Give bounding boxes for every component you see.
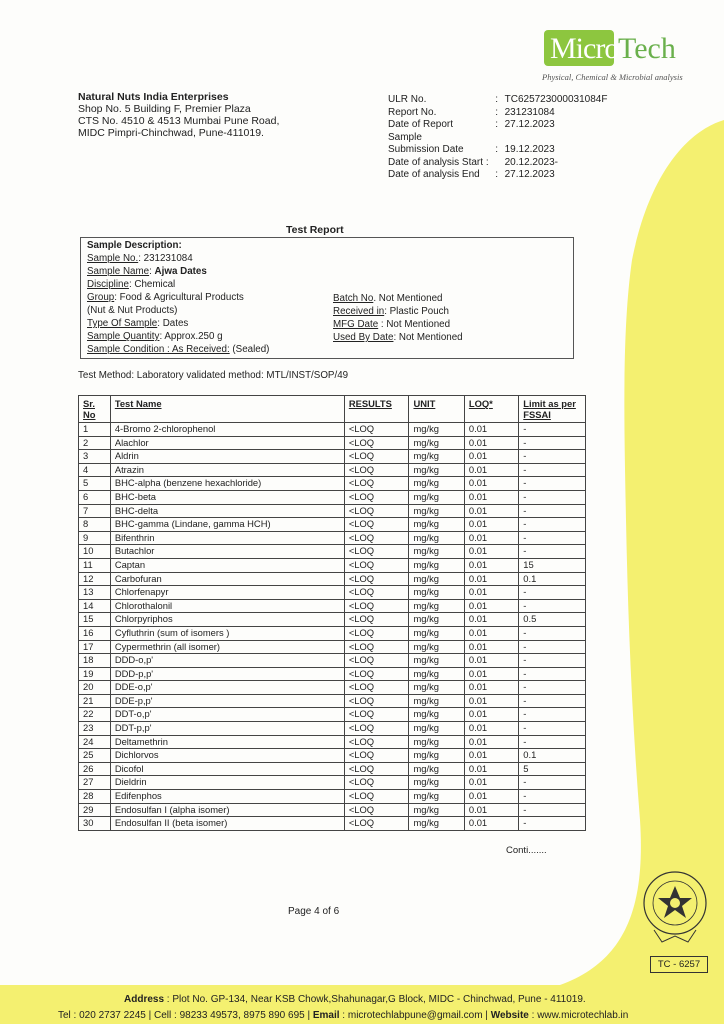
table-row xyxy=(79,667,586,681)
table-row xyxy=(79,423,586,437)
limit-cell: - xyxy=(519,803,586,817)
limit-cell: - xyxy=(519,654,586,668)
unit-cell: mg/kg xyxy=(409,463,464,477)
unit-cell: mg/kg xyxy=(409,803,464,817)
sr-no-cell: 25 xyxy=(79,749,111,763)
limit-cell: - xyxy=(519,640,586,654)
loq-cell: 0.01 xyxy=(464,790,518,804)
sr-no-cell: 24 xyxy=(79,735,111,749)
sample-type-row: Type Of Sample: Dates xyxy=(87,318,189,329)
unit-cell: mg/kg xyxy=(409,762,464,776)
sr-no-cell: 9 xyxy=(79,531,111,545)
result-cell: <LOQ xyxy=(344,749,409,763)
loq-cell: 0.01 xyxy=(464,708,518,722)
loq-cell: 0.01 xyxy=(464,531,518,545)
meta-value: TC625723000031084F xyxy=(504,94,608,105)
loq-cell: 0.01 xyxy=(464,735,518,749)
test-name-cell: DDT-o,p' xyxy=(110,708,344,722)
result-cell: <LOQ xyxy=(344,572,409,586)
limit-cell: - xyxy=(519,722,586,736)
table-row xyxy=(79,803,586,817)
header-loq: LOQ* xyxy=(464,396,518,423)
header-limit: Limit as per FSSAI xyxy=(519,396,586,423)
used-by-date-row: Used By Date: Not Mentioned xyxy=(333,332,463,343)
test-name-cell: BHC-beta xyxy=(110,490,344,504)
test-name-cell: Cyfluthrin (sum of isomers ) xyxy=(110,626,344,640)
table-row xyxy=(79,613,586,627)
result-cell: <LOQ xyxy=(344,626,409,640)
meta-value xyxy=(505,132,608,145)
logo-micro-text: Micro xyxy=(550,32,619,65)
loq-cell: 0.01 xyxy=(464,626,518,640)
received-row: Received in: Plastic Pouch xyxy=(333,306,450,317)
sample-quantity-row: Sample Quantity: Approx.250 g xyxy=(87,331,223,342)
table-row xyxy=(79,463,586,477)
meta-row: Date of Report : 27.12.2023 xyxy=(388,119,607,132)
meta-label: Sample xyxy=(388,131,422,143)
table-row xyxy=(79,531,586,545)
limit-cell: - xyxy=(519,681,586,695)
table-row xyxy=(79,722,586,736)
sample-no-row: Sample No.: 231231084 xyxy=(87,253,193,264)
test-name-cell: Bifenthrin xyxy=(110,531,344,545)
address-line-3: MIDC Pimpri-Chinchwad, Pune-411019. xyxy=(78,127,264,139)
test-name-cell: Chlorpyriphos xyxy=(110,613,344,627)
test-name-cell: Edifenphos xyxy=(110,790,344,804)
limit-cell: - xyxy=(519,599,586,613)
sr-no-cell: 26 xyxy=(79,762,111,776)
test-name-cell: DDD-p,p' xyxy=(110,667,344,681)
test-name-cell: Chlorfenapyr xyxy=(110,586,344,600)
limit-cell: - xyxy=(519,708,586,722)
table-row xyxy=(79,436,586,450)
limit-cell: - xyxy=(519,586,586,600)
loq-cell: 0.01 xyxy=(464,803,518,817)
sr-no-cell: 5 xyxy=(79,477,111,491)
loq-cell: 0.01 xyxy=(464,504,518,518)
result-cell: <LOQ xyxy=(344,586,409,600)
unit-cell: mg/kg xyxy=(409,817,464,831)
test-name-cell: Endosulfan I (alpha isomer) xyxy=(110,803,344,817)
sample-left-column xyxy=(87,239,269,356)
loq-cell: 0.01 xyxy=(464,450,518,464)
unit-cell: mg/kg xyxy=(409,572,464,586)
header-sr-no: Sr. No xyxy=(79,396,111,423)
result-cell: <LOQ xyxy=(344,613,409,627)
test-name-cell: BHC-delta xyxy=(110,504,344,518)
test-name-cell: DDD-o,p' xyxy=(110,654,344,668)
unit-cell: mg/kg xyxy=(409,626,464,640)
limit-cell: 0.1 xyxy=(519,749,586,763)
table-row xyxy=(79,790,586,804)
batch-row: Batch No. Not Mentioned xyxy=(333,293,443,304)
meta-row: Submission Date : 19.12.2023 xyxy=(388,144,607,157)
result-cell: <LOQ xyxy=(344,694,409,708)
sample-description-box xyxy=(80,237,574,359)
sr-no-cell: 27 xyxy=(79,776,111,790)
sr-no-cell: 2 xyxy=(79,436,111,450)
meta-label: Report No. xyxy=(388,106,437,118)
test-name-cell: 4-Bromo 2-chlorophenol xyxy=(110,423,344,437)
meta-value: 27.12.2023 xyxy=(504,169,555,180)
result-cell: <LOQ xyxy=(344,667,409,681)
meta-value: 19.12.2023 xyxy=(504,144,555,155)
unit-cell: mg/kg xyxy=(409,640,464,654)
mfg-date-row: MFG Date : Not Mentioned xyxy=(333,319,451,330)
result-cell: <LOQ xyxy=(344,504,409,518)
limit-cell: 0.5 xyxy=(519,613,586,627)
unit-cell: mg/kg xyxy=(409,790,464,804)
unit-cell: mg/kg xyxy=(409,599,464,613)
table-row xyxy=(79,518,586,532)
meta-row xyxy=(388,132,607,145)
sr-no-cell: 28 xyxy=(79,790,111,804)
sr-no-cell: 15 xyxy=(79,613,111,627)
result-cell: <LOQ xyxy=(344,803,409,817)
unit-cell: mg/kg xyxy=(409,681,464,695)
test-name-cell: Alachlor xyxy=(110,436,344,450)
sr-no-cell: 21 xyxy=(79,694,111,708)
loq-cell: 0.01 xyxy=(464,463,518,477)
table-row xyxy=(79,504,586,518)
sr-no-cell: 19 xyxy=(79,667,111,681)
sr-no-cell: 6 xyxy=(79,490,111,504)
loq-cell: 0.01 xyxy=(464,776,518,790)
unit-cell: mg/kg xyxy=(409,423,464,437)
result-cell: <LOQ xyxy=(344,640,409,654)
sr-no-cell: 8 xyxy=(79,518,111,532)
result-cell: <LOQ xyxy=(344,762,409,776)
limit-cell: - xyxy=(519,735,586,749)
meta-row xyxy=(388,157,607,170)
sr-no-cell: 22 xyxy=(79,708,111,722)
limit-cell: - xyxy=(519,694,586,708)
unit-cell: mg/kg xyxy=(409,654,464,668)
test-name-cell: Aldrin xyxy=(110,450,344,464)
limit-cell: - xyxy=(519,817,586,831)
unit-cell: mg/kg xyxy=(409,722,464,736)
test-method: Test Method: Laboratory validated method: MTL/INST/SOP/49 xyxy=(78,370,349,381)
loq-cell: 0.01 xyxy=(464,613,518,627)
limit-cell: 5 xyxy=(519,762,586,776)
table-row xyxy=(79,708,586,722)
meta-row: Report No. : 231231084 xyxy=(388,107,607,120)
meta-label: Submission Date xyxy=(388,144,464,155)
test-name-cell: DDT-p,p' xyxy=(110,722,344,736)
result-cell: <LOQ xyxy=(344,708,409,722)
test-name-cell: DDE-p,p' xyxy=(110,694,344,708)
unit-cell: mg/kg xyxy=(409,504,464,518)
test-name-cell: Endosulfan II (beta isomer) xyxy=(110,817,344,831)
discipline-row: Discipline: Chemical xyxy=(87,279,176,290)
loq-cell: 0.01 xyxy=(464,681,518,695)
header-unit: UNIT xyxy=(409,396,464,423)
limit-cell: - xyxy=(519,776,586,790)
result-cell: <LOQ xyxy=(344,681,409,695)
unit-cell: mg/kg xyxy=(409,436,464,450)
unit-cell: mg/kg xyxy=(409,518,464,532)
sr-no-cell: 12 xyxy=(79,572,111,586)
sr-no-cell: 29 xyxy=(79,803,111,817)
tc-number-badge: TC - 6257 xyxy=(650,956,708,973)
result-cell: <LOQ xyxy=(344,477,409,491)
sr-no-cell: 23 xyxy=(79,722,111,736)
customer-address-block xyxy=(78,91,279,139)
table-row xyxy=(79,749,586,763)
limit-cell: - xyxy=(519,626,586,640)
report-title: Test Report xyxy=(286,224,344,236)
loq-cell: 0.01 xyxy=(464,586,518,600)
unit-cell: mg/kg xyxy=(409,749,464,763)
result-cell: <LOQ xyxy=(344,654,409,668)
result-cell: <LOQ xyxy=(344,463,409,477)
address-line-1: Shop No. 5 Building F, Premier Plaza xyxy=(78,103,251,115)
limit-cell: - xyxy=(519,790,586,804)
footer-contact: Tel : 020 2737 2245 | Cell : 98233 49573, 8975 890 695 | Email : microtechlabpune@gmail.com | Website : www.microtechlab.in xyxy=(58,1010,629,1021)
loq-cell: 0.01 xyxy=(464,423,518,437)
result-cell: <LOQ xyxy=(344,790,409,804)
continued-note: Conti....... xyxy=(506,845,547,856)
result-cell: <LOQ xyxy=(344,423,409,437)
unit-cell: mg/kg xyxy=(409,545,464,559)
sr-no-cell: 16 xyxy=(79,626,111,640)
limit-cell: - xyxy=(519,545,586,559)
result-cell: <LOQ xyxy=(344,531,409,545)
page-number: Page 4 of 6 xyxy=(288,906,340,917)
loq-cell: 0.01 xyxy=(464,558,518,572)
limit-cell: - xyxy=(519,463,586,477)
loq-cell: 0.01 xyxy=(464,749,518,763)
test-name-cell: Atrazin xyxy=(110,463,344,477)
table-row xyxy=(79,545,586,559)
meta-value: 231231084 xyxy=(504,106,555,118)
footer-address: Address : Plot No. GP-134, Near KSB Chowk,Shahunagar,G Block, MIDC - Chinchwad, Pune - 411019. xyxy=(124,994,586,1005)
table-row xyxy=(79,450,586,464)
sr-no-cell: 14 xyxy=(79,599,111,613)
table-row xyxy=(79,490,586,504)
limit-cell: - xyxy=(519,423,586,437)
limit-cell: - xyxy=(519,667,586,681)
result-cell: <LOQ xyxy=(344,490,409,504)
table-row xyxy=(79,558,586,572)
loq-cell: 0.01 xyxy=(464,545,518,559)
loq-cell: 0.01 xyxy=(464,436,518,450)
sr-no-cell: 20 xyxy=(79,681,111,695)
table-row xyxy=(79,599,586,613)
unit-cell: mg/kg xyxy=(409,450,464,464)
limit-cell: 15 xyxy=(519,558,586,572)
loq-cell: 0.01 xyxy=(464,817,518,831)
test-name-cell: Chlorothalonil xyxy=(110,599,344,613)
unit-cell: mg/kg xyxy=(409,531,464,545)
sample-condition-row: Sample Condition : As Received: (Sealed) xyxy=(87,344,270,355)
sr-no-cell: 13 xyxy=(79,586,111,600)
group-row: Group: Food & Agricultural Products xyxy=(87,292,244,303)
meta-value: 20.12.2023- xyxy=(504,156,558,168)
table-row xyxy=(79,626,586,640)
sr-no-cell: 30 xyxy=(79,817,111,831)
unit-cell: mg/kg xyxy=(409,490,464,504)
loq-cell: 0.01 xyxy=(464,694,518,708)
loq-cell: 0.01 xyxy=(464,477,518,491)
result-cell: <LOQ xyxy=(344,545,409,559)
table-row xyxy=(79,477,586,491)
unit-cell: mg/kg xyxy=(409,694,464,708)
meta-label: Date of analysis End xyxy=(388,169,480,180)
results-table xyxy=(78,395,586,831)
group-continuation: (Nut & Nut Products) xyxy=(87,305,178,316)
header-test-name: Test Name xyxy=(110,396,344,423)
limit-cell: - xyxy=(519,436,586,450)
result-cell: <LOQ xyxy=(344,722,409,736)
test-name-cell: Carbofuran xyxy=(110,572,344,586)
sample-right-column xyxy=(333,292,463,344)
logo-tagline: Physical, Chemical & Microbial analysis xyxy=(542,72,683,82)
result-cell: <LOQ xyxy=(344,776,409,790)
result-cell: <LOQ xyxy=(344,450,409,464)
loq-cell: 0.01 xyxy=(464,654,518,668)
loq-cell: 0.01 xyxy=(464,518,518,532)
test-name-cell: BHC-alpha (benzene hexachloride) xyxy=(110,477,344,491)
nabl-seal-icon xyxy=(640,868,710,948)
loq-cell: 0.01 xyxy=(464,572,518,586)
table-row xyxy=(79,654,586,668)
loq-cell: 0.01 xyxy=(464,640,518,654)
sr-no-cell: 3 xyxy=(79,450,111,464)
test-name-cell: BHC-gamma (Lindane, gamma HCH) xyxy=(110,518,344,532)
result-cell: <LOQ xyxy=(344,735,409,749)
limit-cell: - xyxy=(519,450,586,464)
loq-cell: 0.01 xyxy=(464,762,518,776)
test-name-cell: Dicofol xyxy=(110,762,344,776)
table-row xyxy=(79,640,586,654)
logo-tech-text: Tech xyxy=(618,32,676,65)
test-name-cell: Dichlorvos xyxy=(110,749,344,763)
header-results: RESULTS xyxy=(344,396,409,423)
result-cell: <LOQ xyxy=(344,817,409,831)
meta-label: Date of analysis Start : xyxy=(388,156,489,168)
address-line-2: CTS No. 4510 & 4513 Mumbai Pune Road, xyxy=(78,115,280,127)
sr-no-cell: 10 xyxy=(79,545,111,559)
limit-cell: - xyxy=(519,490,586,504)
unit-cell: mg/kg xyxy=(409,586,464,600)
sample-heading: Sample Description: xyxy=(87,240,182,251)
company-name: Natural Nuts India Enterprises xyxy=(78,91,229,103)
loq-cell: 0.01 xyxy=(464,722,518,736)
test-name-cell: Dieldrin xyxy=(110,776,344,790)
table-row xyxy=(79,817,586,831)
test-name-cell: Butachlor xyxy=(110,545,344,559)
limit-cell: 0.1 xyxy=(519,572,586,586)
meta-value: 27.12.2023 xyxy=(504,119,555,130)
test-name-cell: DDE-o,p' xyxy=(110,681,344,695)
sr-no-cell: 18 xyxy=(79,654,111,668)
unit-cell: mg/kg xyxy=(409,558,464,572)
result-cell: <LOQ xyxy=(344,436,409,450)
meta-row: Date of analysis End : 27.12.2023 xyxy=(388,169,607,182)
sr-no-cell: 1 xyxy=(79,423,111,437)
table-header-row xyxy=(79,396,586,423)
sr-no-cell: 7 xyxy=(79,504,111,518)
table-row xyxy=(79,681,586,695)
loq-cell: 0.01 xyxy=(464,667,518,681)
loq-cell: 0.01 xyxy=(464,599,518,613)
results-body xyxy=(79,423,586,831)
report-meta xyxy=(388,94,607,182)
limit-cell: - xyxy=(519,518,586,532)
sr-no-cell: 11 xyxy=(79,558,111,572)
meta-label: ULR No. xyxy=(388,94,427,105)
table-row xyxy=(79,572,586,586)
unit-cell: mg/kg xyxy=(409,613,464,627)
sr-no-cell: 4 xyxy=(79,463,111,477)
meta-row: ULR No. : TC625723000031084F xyxy=(388,94,608,105)
table-row xyxy=(79,586,586,600)
table-row xyxy=(79,694,586,708)
unit-cell: mg/kg xyxy=(409,776,464,790)
microtech-logo xyxy=(540,30,700,88)
sample-name-row: Sample Name: Ajwa Dates xyxy=(87,266,207,277)
meta-label: Date of Report xyxy=(388,119,454,130)
loq-cell: 0.01 xyxy=(464,490,518,504)
table-row xyxy=(79,762,586,776)
table-row xyxy=(79,776,586,790)
result-cell: <LOQ xyxy=(344,599,409,613)
limit-cell: - xyxy=(519,531,586,545)
unit-cell: mg/kg xyxy=(409,735,464,749)
result-cell: <LOQ xyxy=(344,518,409,532)
test-name-cell: Deltamethrin xyxy=(110,735,344,749)
unit-cell: mg/kg xyxy=(409,477,464,491)
result-cell: <LOQ xyxy=(344,558,409,572)
test-name-cell: Captan xyxy=(110,558,344,572)
table-row xyxy=(79,735,586,749)
unit-cell: mg/kg xyxy=(409,667,464,681)
test-name-cell: Cypermethrin (all isomer) xyxy=(110,640,344,654)
unit-cell: mg/kg xyxy=(409,708,464,722)
limit-cell: - xyxy=(519,477,586,491)
sr-no-cell: 17 xyxy=(79,640,111,654)
limit-cell: - xyxy=(519,504,586,518)
